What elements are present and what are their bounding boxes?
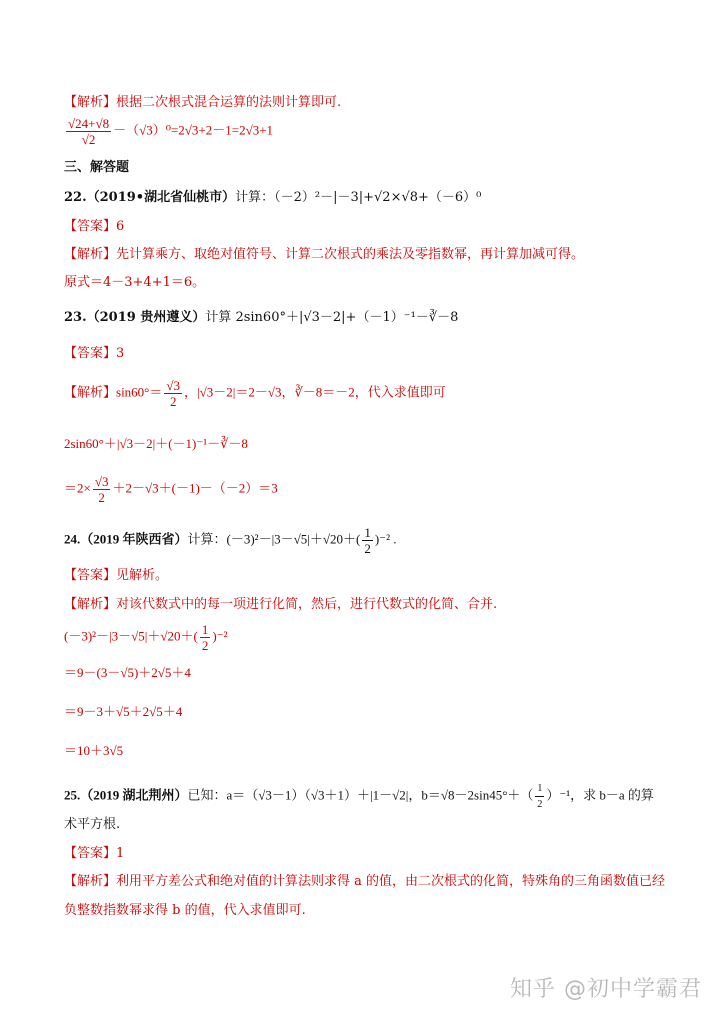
q25-prompt-fraction	[535, 781, 544, 812]
q22-answer-line	[64, 218, 124, 236]
q21-analysis-text: 根据二次根式混合运算的法则计算即可.	[116, 95, 342, 110]
q23-step2-fraction	[93, 474, 111, 505]
q23-answer-line	[64, 345, 124, 363]
section-title: 三、解答题	[64, 160, 130, 175]
q22-title: 22.（2019•湖北省仙桃市）	[64, 190, 236, 205]
q25-prompt-d: ）⁻¹，求 b－a 的算	[546, 787, 654, 803]
q24-prompt-denominator: 2	[364, 541, 371, 556]
q24-step1	[64, 622, 227, 653]
q21-expression	[64, 116, 273, 147]
answer-tag: 【答案】	[64, 846, 117, 861]
q23-step2-denominator: 2	[98, 490, 105, 505]
q22-question	[64, 189, 481, 207]
analysis-tag: 【解析】	[64, 384, 117, 400]
q21-analysis-line	[64, 94, 341, 112]
analysis-tag: 【解析】	[64, 95, 117, 110]
q25-prompt-a: 已知：a＝（√3－1）（√3＋1）＋|1－√2|，b＝√8－2sin45°＋（	[187, 787, 534, 803]
q24-step1-a: (－3)²－|3－√5|＋√20＋(	[64, 628, 198, 644]
answer-tag: 【答案】	[64, 219, 117, 234]
q24-answer: 见解析。	[116, 568, 169, 583]
q24-prompt-fraction	[362, 525, 373, 556]
q23-step2	[64, 474, 278, 505]
q23-answer: 3	[116, 346, 125, 361]
q24-prompt-numerator: 1	[364, 525, 371, 540]
q23-question	[64, 309, 458, 327]
q24-analysis-line	[64, 596, 497, 614]
q24-step1-denominator: 2	[201, 638, 209, 653]
q25-question	[64, 781, 654, 812]
q24-step1-numerator: 1	[201, 622, 209, 637]
q22-solution: 原式＝4－3+4+1＝6。	[64, 275, 206, 290]
q24-answer-line	[64, 567, 168, 585]
q25-answer: 1	[116, 846, 125, 861]
q21-fraction	[66, 116, 111, 147]
q23-step2-a: ＝2×	[64, 480, 91, 496]
q23-step1: 2sin60°＋|√3－2|＋(－1)⁻¹－∛－8	[64, 436, 248, 451]
q22-prompt: 计算：（－2）²－|－3|+√2×√8+（－6）⁰	[235, 190, 482, 205]
q22-analysis-line	[64, 246, 584, 264]
analysis-tag: 【解析】	[64, 597, 117, 612]
q23-analysis-line	[64, 378, 446, 409]
q21-expression-rest: －（√3）⁰=2√3+2－1=2√3+1	[113, 122, 274, 138]
q24-prompt-d: )⁻² .	[374, 531, 397, 547]
q23-analysis-numerator: √3	[166, 378, 181, 393]
q23-step2-d: ＋2－√3＋(－1)－（－2）＝3	[112, 480, 278, 496]
answer-tag: 【答案】	[64, 568, 117, 583]
analysis-tag: 【解析】	[64, 247, 117, 262]
q25-answer-line	[64, 845, 124, 863]
q24-step3: ＝9－3＋√5＋2√5＋4	[64, 704, 183, 719]
q25-analysis-line2: 负整数指数幂求得 b 的值，代入求值即可.	[64, 903, 306, 918]
q24-step1-fraction	[200, 622, 211, 653]
q23-analysis-d: ，|√3－2|＝2－√3，∛－8＝－2，代入求值即可	[184, 384, 446, 400]
q24-step4: ＝10＋3√5	[64, 743, 124, 758]
q25-prompt-line2: 术平方根.	[64, 817, 121, 832]
q23-prompt: 计算 2sin60°＋|√3－2|+（－1）⁻¹－∛－8	[205, 310, 459, 325]
q25-analysis-line1	[64, 873, 665, 891]
q25-title: 25.（2019 湖北荆州）	[64, 787, 188, 803]
q24-analysis: 对该代数式中的每一项进行化简，然后，进行代数式的化简、合并.	[116, 597, 498, 612]
q25-analysis-text1: 利用平方差公式和绝对值的计算法则求得 a 的值，由二次根式的化简，特殊角的三角函数值已经	[116, 874, 666, 889]
q24-step1-d: )⁻²	[212, 628, 228, 644]
q24-step2: ＝9－(3－√5)＋2√5＋4	[64, 665, 191, 680]
q22-answer: 6	[116, 219, 125, 234]
analysis-tag: 【解析】	[64, 874, 117, 889]
q22-analysis: 先计算乘方、取绝对值符号、计算二次根式的乘法及零指数幂，再计算加减可得。	[116, 247, 585, 262]
q23-title: 23.（2019 贵州遵义）	[64, 310, 206, 325]
watermark: 知乎 @初中学霸君	[510, 977, 702, 1002]
q21-numerator: √24+√8	[68, 116, 110, 131]
q24-title: 24.（2019 年陕西省）	[64, 531, 188, 547]
q23-analysis-fraction	[164, 378, 182, 409]
q25-prompt-denominator: 2	[537, 799, 543, 810]
q24-prompt-a: 计算：(－3)²－|3－√5|＋√20＋(	[187, 531, 361, 547]
q23-analysis-denominator: 2	[169, 394, 177, 409]
q25-prompt-numerator: 1	[535, 781, 544, 797]
q24-question	[64, 525, 396, 556]
q21-denominator: √2	[81, 132, 96, 147]
answer-tag: 【答案】	[64, 346, 117, 361]
q23-analysis-a: sin60°＝	[116, 384, 163, 400]
q23-step2-numerator: √3	[94, 474, 109, 489]
